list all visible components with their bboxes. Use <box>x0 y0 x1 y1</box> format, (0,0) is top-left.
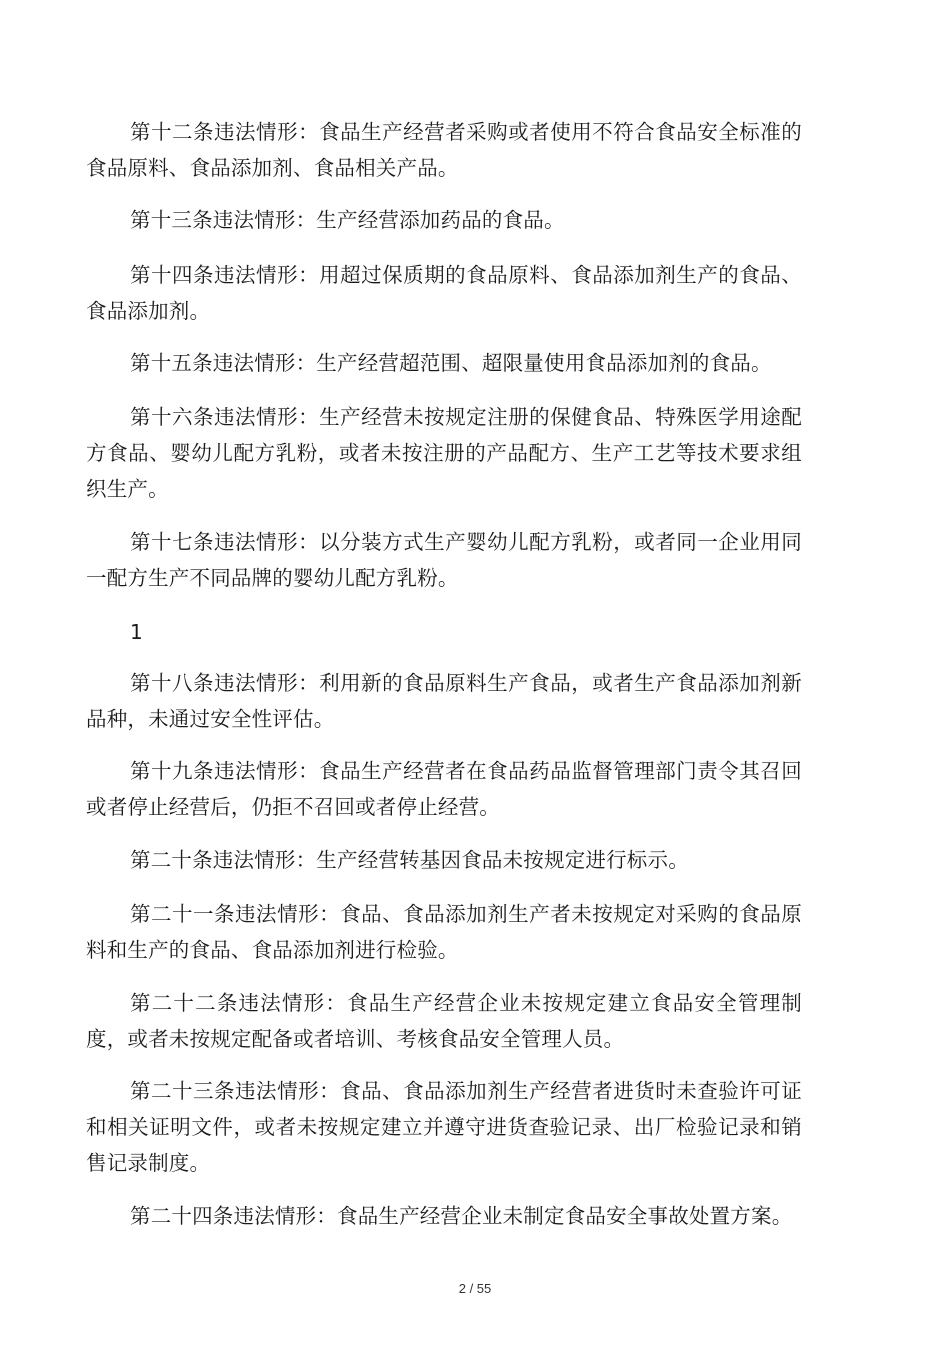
article-13-paragraph: 第十三条违法情形：生产经营添加药品的食品。 <box>130 208 565 232</box>
inline-page-number: 1 <box>130 620 143 644</box>
page-indicator: 2 / 55 <box>458 1281 492 1296</box>
article-20-paragraph: 第二十条违法情形：生产经营转基因食品未按规定进行标示。 <box>130 848 689 872</box>
article-23-paragraph: 第二十三条违法情形：食品、食品添加剂生产经营者进货时未查验许可证和相关证明文件，或者未按规定建立并遵守进货查验记录、出厂检验记录和销售记录制度。 <box>86 1079 802 1175</box>
article-15-paragraph: 第十五条违法情形：生产经营超范围、超限量使用食品添加剂的食品。 <box>130 351 772 375</box>
article-19-paragraph: 第十九条违法情形：食品生产经营者在食品药品监督管理部门责令其召回或者停止经营后，仍拒不召回或者停止经营。 <box>86 759 802 819</box>
article-12-paragraph: 第十二条违法情形：食品生产经营者采购或者使用不符合食品安全标准的食品原料、食品添加剂、食品相关产品。 <box>86 120 802 180</box>
article-18-paragraph: 第十八条违法情形：利用新的食品原料生产食品，或者生产食品添加剂新品种，未通过安全性评估。 <box>86 671 802 731</box>
article-14-paragraph: 第十四条违法情形：用超过保质期的食品原料、食品添加剂生产的食品、食品添加剂。 <box>86 263 802 323</box>
article-17-paragraph: 第十七条违法情形：以分装方式生产婴幼儿配方乳粉，或者同一企业用同一配方生产不同品牌的婴幼儿配方乳粉。 <box>86 530 802 590</box>
article-24-paragraph: 第二十四条违法情形：食品生产经营企业未制定食品安全事故处置方案。 <box>130 1204 793 1228</box>
article-16-paragraph: 第十六条违法情形：生产经营未按规定注册的保健食品、特殊医学用途配方食品、婴幼儿配方乳粉，或者未按注册的产品配方、生产工艺等技术要求组织生产。 <box>86 405 802 501</box>
article-22-paragraph: 第二十二条违法情形：食品生产经营企业未按规定建立食品安全管理制度，或者未按规定配备或者培训、考核食品安全管理人员。 <box>86 991 802 1051</box>
article-21-paragraph: 第二十一条违法情形：食品、食品添加剂生产者未按规定对采购的食品原料和生产的食品、食品添加剂进行检验。 <box>86 902 802 962</box>
